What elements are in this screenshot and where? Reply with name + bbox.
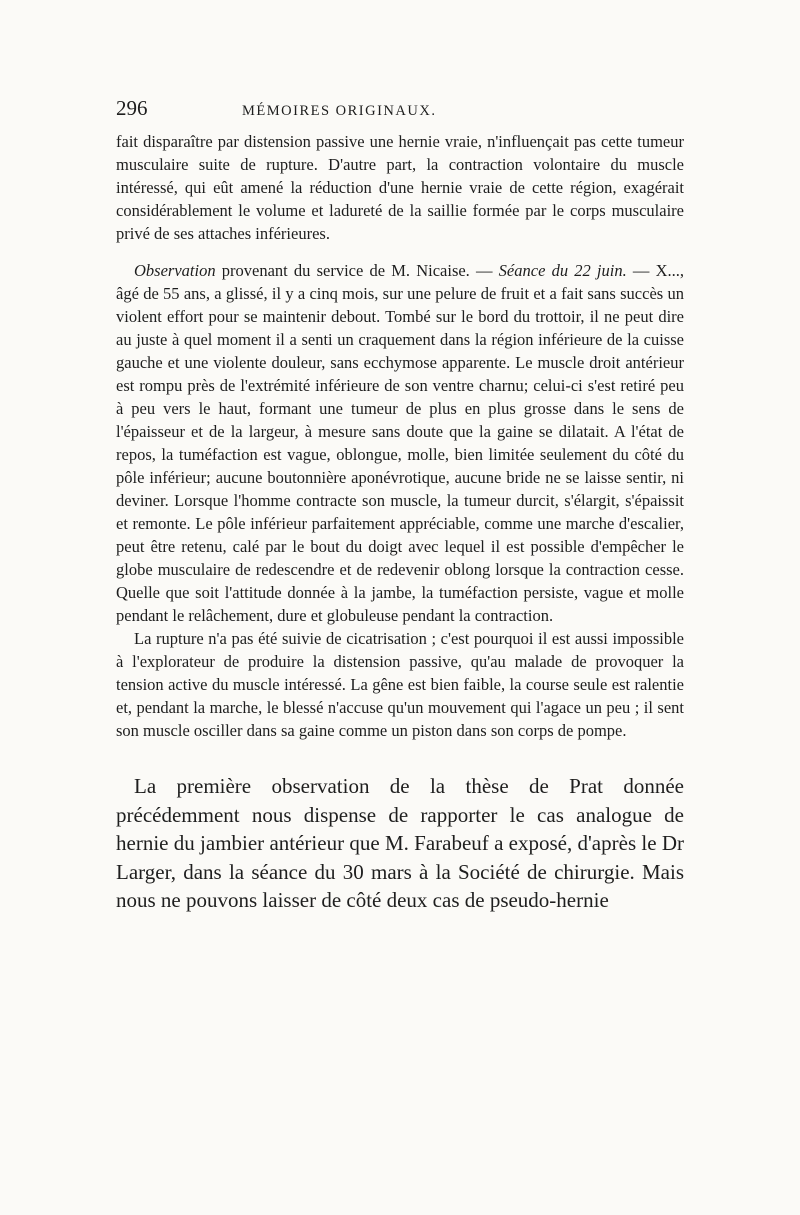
observation-source: provenant du service de M. Nicaise. —	[215, 261, 499, 280]
paragraph-continuation: fait disparaître par distension passive une hernie vraie, n'influençait pas cette tumeur musculaire suite de rupture. D'autre part, la contraction volontaire du muscle intéressé, qui eût amené la réduction d'une hernie vraie de cette région, exagérait considérablement le volume et ladureté de la saillie formée par le corps musculaire privé de ses attaches inférieures.	[116, 132, 684, 243]
page-number: 296	[116, 96, 148, 120]
book-page	[116, 96, 684, 915]
observation-paragraph-2: La rupture n'a pas été suivie de cicatrisation ; c'est pourquoi il est aussi impossible à l'explorateur de produire la distension passive, qu'au malade de provoquer la tension active du muscle intéressé. La gêne est bien faible, la course seule est ralentie et, pendant la marche, le blessé n'accuse qu'un mouvement qui l'agace un peu ; il sent son muscle osciller dans sa gaine comme un piston dans son corps de pompe.	[116, 629, 684, 740]
session-date: Séance du 22 juin.	[498, 261, 627, 280]
observation-paragraph	[116, 259, 684, 627]
observation-body: — X..., âgé de 55 ans, a glissé, il y a cinq mois, sur une pelure de fruit et a fait sans succès un violent effort pour se maintenir debout. Tombé sur le bord du trottoir, il ne peut dire au juste à quel moment il a senti un craquement dans la région inférieure de la cuisse gauche et une violente douleur, sans ecchymose apparente. Le muscle droit antérieur est rompu près de l'extrémité inférieure de son ventre charnu; celui-ci s'est retiré peu à peu vers le haut, formant une tumeur de plus en plus grosse dans le sens de l'épaisseur et de la largeur, à mesure sans doute que la gaine se dilatait. A l'état de repos, la tuméfaction est vague, oblongue, molle, bien limitée seulement du côté du pôle inférieur; aucune boutonnière aponévrotique, aucune bride ne se laisse sentir, ni deviner. Lorsque l'homme contracte son muscle, la tumeur durcit, s'élargit, s'épaissit et remonte. Le pôle inférieur parfaitement appréciable, comme une marche d'escalier, peut être retenu, calé par le bout du doigt avec lequel il est possible d'empêcher le globe musculaire de redescendre et de redevenir oblong lorsque la contraction cesse. Quelle que soit l'attitude donnée à la jambe, la tuméfaction persiste, vague et molle pendant le relâchement, dure et globuleuse pendant la contraction.	[116, 261, 685, 625]
observation-label: Observation	[134, 261, 216, 280]
page-header	[116, 96, 684, 124]
body-paragraph: La première observation de la thèse de Prat donnée précédemment nous dispense de rapporter le cas analogue de hernie du jambier antérieur que M. Farabeuf a exposé, d'après le Dr Larger, dans la séance du 30 mars à la Société de chirurgie. Mais nous ne pouvons laisser de côté deux cas de pseudo-hernie	[116, 774, 684, 912]
running-title: MÉMOIRES ORIGINAUX.	[242, 103, 437, 119]
